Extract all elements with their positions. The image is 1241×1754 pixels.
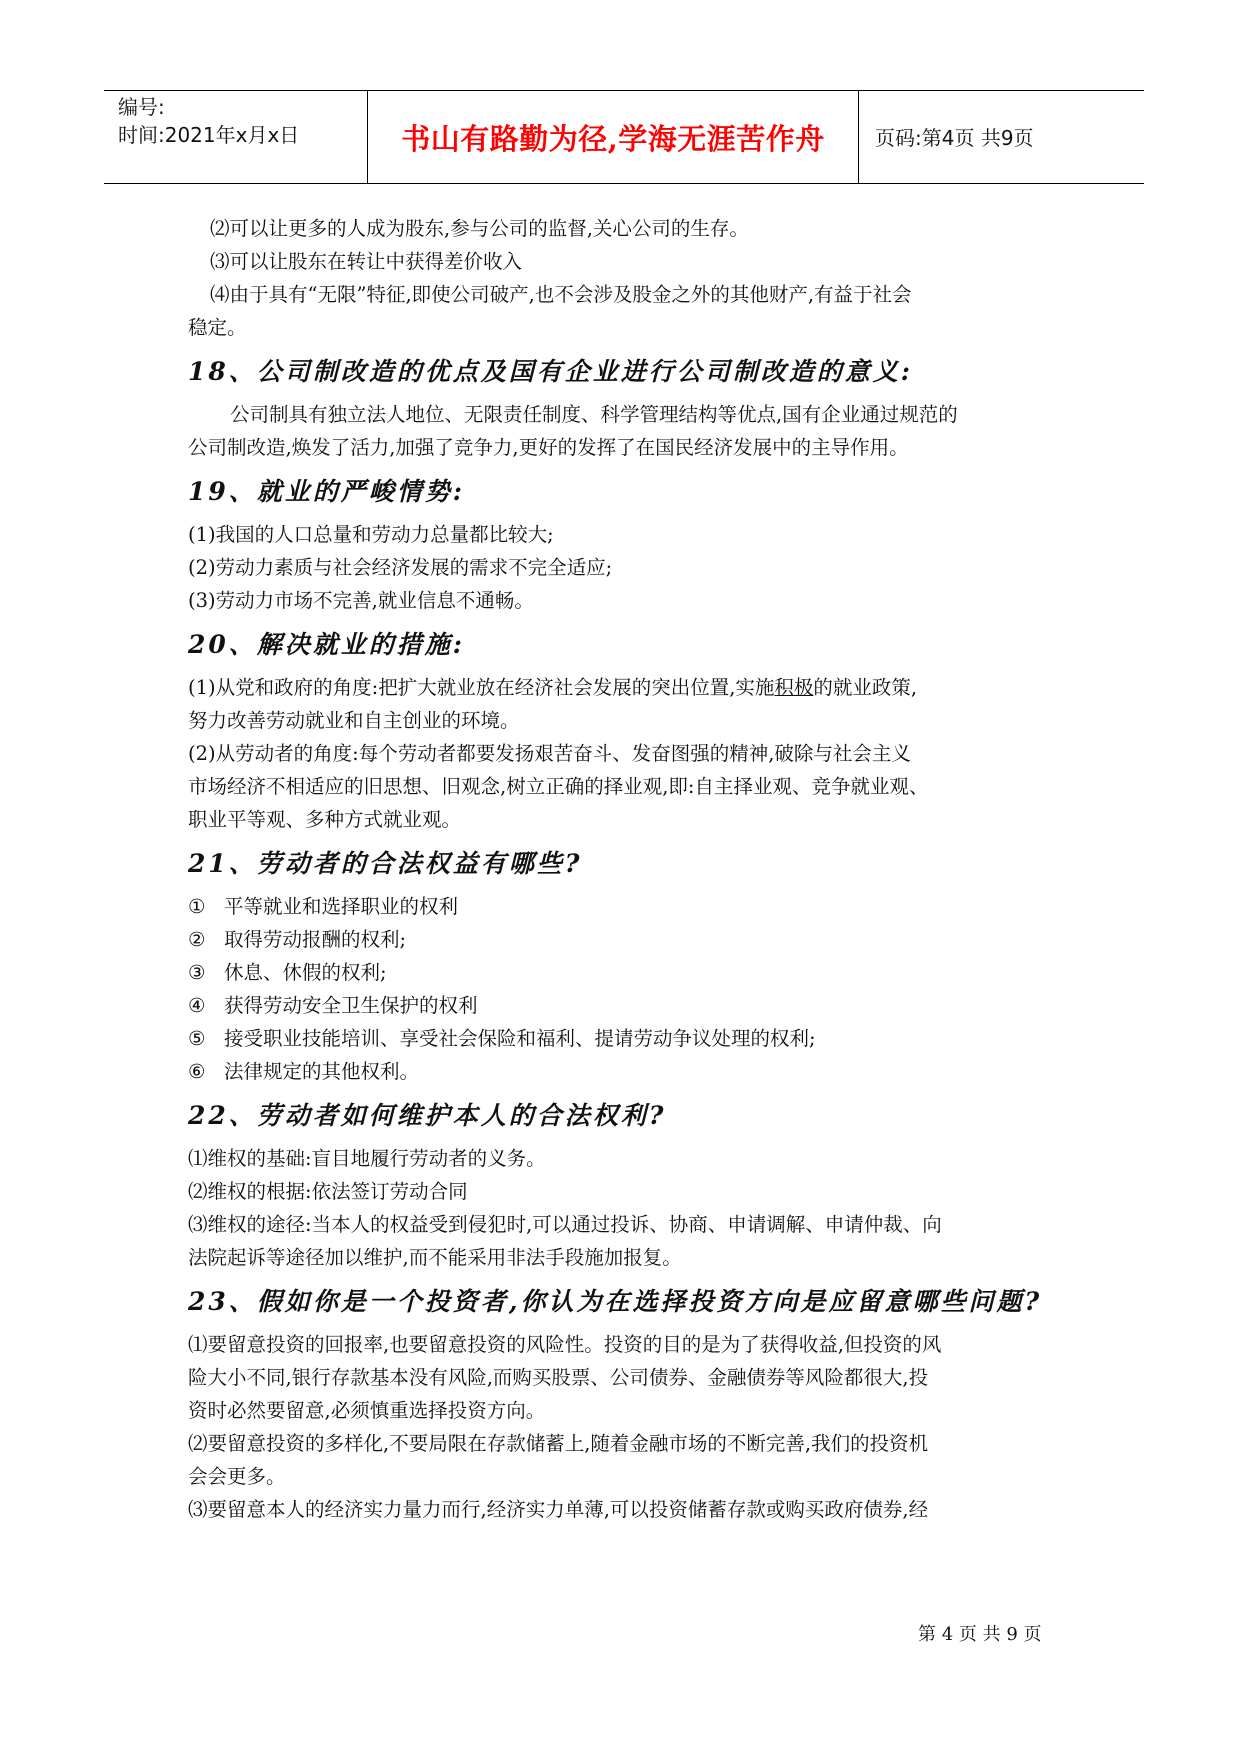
paragraph-line: ⑵要留意投资的多样化,不要局限在存款储蓄上,随着金融市场的不断完善,我们的投资机 — [188, 1432, 929, 1455]
header-motto-cell — [368, 91, 859, 183]
item-text: 平等就业和选择职业的权利 — [224, 895, 459, 918]
paragraph-line: ⑴要留意投资的回报率,也要留意投资的风险性。投资的目的是为了获得收益,但投资的风 — [188, 1333, 942, 1356]
motto: 书山有路勤为径,学海无涯苦作舟 — [401, 122, 825, 156]
list-item — [188, 989, 1068, 1022]
document-body — [188, 212, 1068, 1526]
intro-line: ⑷由于具有“无限”特征,即使公司破产,也不会涉及股金之外的其他财产,有益于社会 — [210, 283, 912, 306]
list-item: (1)我国的人口总量和劳动力总量都比较大; — [188, 523, 554, 546]
paragraph-line: 职业平等观、多种方式就业观。 — [188, 808, 462, 831]
item-marker: ② — [188, 928, 206, 951]
paragraph-line: (2)从劳动者的角度:每个劳动者都要发扬艰苦奋斗、发奋图强的精神,破除与社会主义 — [188, 742, 911, 765]
paragraph-line: 公司制改造,焕发了活力,加强了竞争力,更好的发挥了在国民经济发展中的主导作用。 — [188, 436, 909, 459]
header-page-label: 页码:第4页 共9页 — [875, 126, 1034, 150]
time-label: 时间:2021年x月x日 — [118, 123, 300, 147]
paragraph-line: 公司制具有独立法人地位、无限责任制度、科学管理结构等优点,国有企业通过规范的 — [230, 403, 958, 426]
header-meta-cell — [104, 91, 368, 183]
intro-line: ⑶可以让股东在转让中获得差价收入 — [210, 250, 523, 273]
section-heading-22: 22、劳动者如何维护本人的合法权利? — [188, 1101, 667, 1130]
paragraph-line: 会会更多。 — [188, 1465, 286, 1488]
intro-line: 稳定。 — [188, 316, 247, 339]
list-item: (2)劳动力素质与社会经济发展的需求不完全适应; — [188, 556, 613, 579]
underlined-word: 积极 — [774, 676, 814, 699]
item-marker: ⑤ — [188, 1027, 206, 1050]
list-item — [188, 1055, 1068, 1088]
item-text: 法律规定的其他权利。 — [224, 1060, 420, 1083]
item-marker: ① — [188, 895, 206, 918]
paragraph-line: ⑵维权的根据:依法签订劳动合同 — [188, 1180, 468, 1203]
item-marker: ③ — [188, 961, 206, 984]
paragraph-line: 资时必然要留意,必须慎重选择投资方向。 — [188, 1399, 546, 1422]
header-page-cell — [859, 91, 1144, 183]
item-text: 休息、休假的权利; — [224, 961, 387, 984]
page-header — [104, 90, 1144, 184]
paragraph-line: ⑴维权的基础:盲目地履行劳动者的义务。 — [188, 1147, 546, 1170]
paragraph-line — [188, 671, 1068, 704]
serial-label: 编号: — [118, 95, 165, 119]
list-item — [188, 1022, 1068, 1055]
item-marker: ⑥ — [188, 1060, 206, 1083]
item-text: 取得劳动报酬的权利; — [224, 928, 407, 951]
section-heading-21: 21、劳动者的合法权益有哪些? — [188, 849, 583, 878]
text-segment: (1)从党和政府的角度:把扩大就业放在经济社会发展的突出位置,实施 — [188, 676, 775, 699]
list-item: (3)劳动力市场不完善,就业信息不通畅。 — [188, 589, 534, 612]
item-marker: ④ — [188, 994, 206, 1017]
paragraph-line: 努力改善劳动就业和自主创业的环境。 — [188, 709, 520, 732]
section-heading-18: 18、公司制改造的优点及国有企业进行公司制改造的意义: — [188, 357, 914, 386]
paragraph-line: 市场经济不相适应的旧思想、旧观念,树立正确的择业观,即:自主择业观、竞争就业观、 — [188, 775, 929, 798]
paragraph-line: ⑶要留意本人的经济实力量力而行,经济实力单薄,可以投资储蓄存款或购买政府债券,经 — [188, 1498, 929, 1521]
paragraph-line: ⑶维权的途径:当本人的权益受到侵犯时,可以通过投诉、协商、申请调解、申请仲裁、向 — [188, 1213, 942, 1236]
list-item — [188, 956, 1068, 989]
page-footer: 第 4 页 共 9 页 — [918, 1624, 1042, 1645]
section-heading-20: 20、解决就业的措施: — [188, 630, 466, 659]
section-heading-23: 23、假如你是一个投资者,你认为在选择投资方向是应留意哪些问题? — [188, 1287, 1043, 1316]
item-text: 获得劳动安全卫生保护的权利 — [224, 994, 478, 1017]
section-heading-19: 19、就业的严峻情势: — [188, 477, 466, 506]
paragraph-line: 险大小不同,银行存款基本没有风险,而购买股票、公司债券、金融债券等风险都很大,投 — [188, 1366, 929, 1389]
intro-line: ⑵可以让更多的人成为股东,参与公司的监督,关心公司的生存。 — [210, 217, 749, 240]
list-item — [188, 923, 1068, 956]
text-segment: 的就业政策, — [813, 676, 918, 699]
list-item — [188, 890, 1068, 923]
paragraph-line: 法院起诉等途径加以维护,而不能采用非法手段施加报复。 — [188, 1246, 682, 1269]
item-text: 接受职业技能培训、享受社会保险和福利、提请劳动争议处理的权利; — [224, 1027, 816, 1050]
